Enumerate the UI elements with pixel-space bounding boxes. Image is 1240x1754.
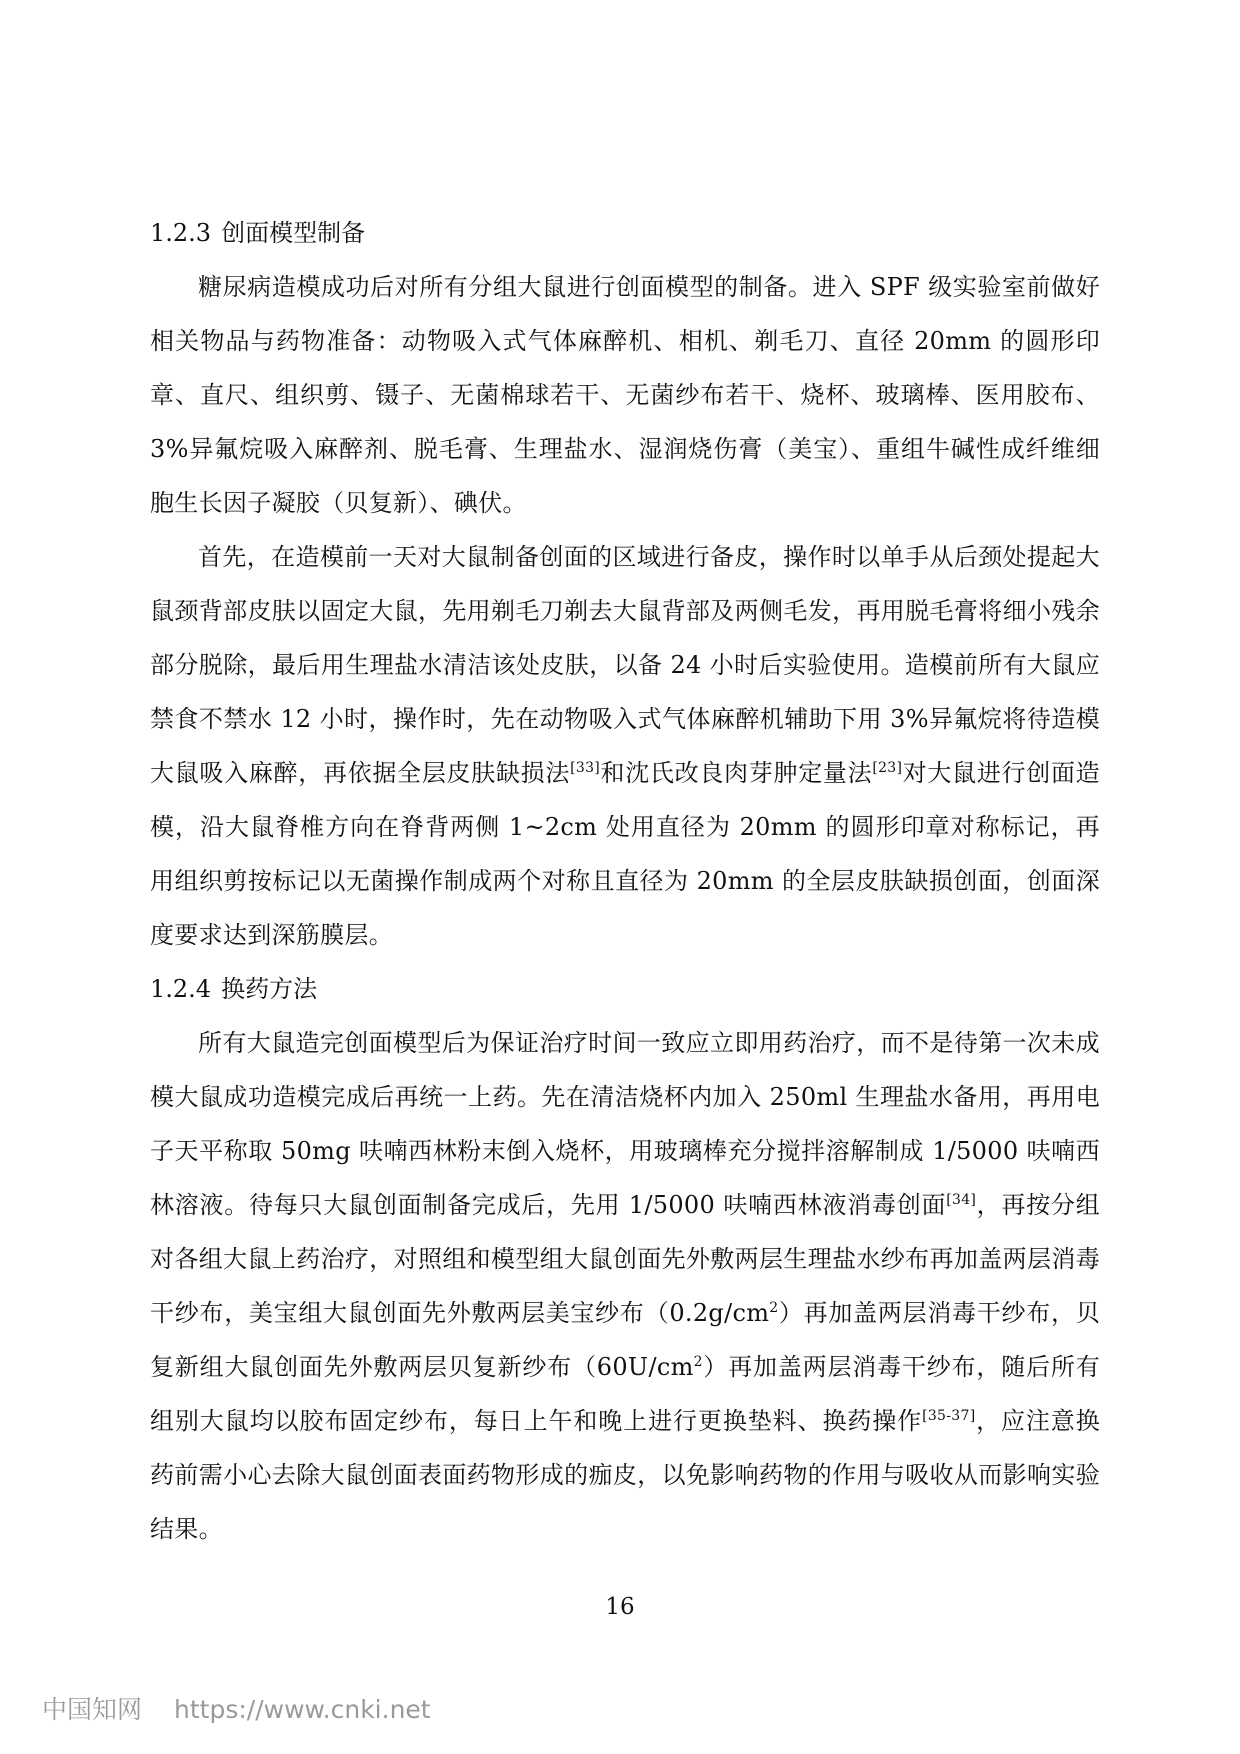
section-title: 换药方法 (221, 975, 318, 1003)
section-heading-1-2-4 (150, 962, 1100, 1016)
paragraph-text: 糖尿病造模成功后对所有分组大鼠进行创面模型的制备。进入 SPF 级实验室前做好相关物品与药物准备：动物吸入式气体麻醉机、相机、剃毛刀、直径 20mm 的圆形印章、直尺、组织剪、镊子、无菌棉球若干、无菌纱布若干、烧杯、玻璃棒、医用胶布、3%异氟烷吸入麻醉剂、脱毛膏、生理盐水、湿润烧伤膏（美宝）、重组牛碱性成纤维细胞生长因子凝胶（贝复新）、碘伏。 (150, 273, 1100, 517)
paragraph-text: 所有大鼠造完创面模型后为保证治疗时间一致应立即用药治疗，而不是待第一次未成模大鼠成功造模完成后再统一上药。先在清洁烧杯内加入 250ml 生理盐水备用，再用电子天平称取 50mg 呋喃西林粉末倒入烧杯，用玻璃棒充分搅拌溶解制成 1/5000 呋喃西林溶液。待每只大鼠创面制备完成后，先用 1/5000 呋喃西林液消毒创面 (150, 1029, 1100, 1219)
section-title: 创面模型制备 (221, 219, 366, 247)
citation-ref: [33] (570, 760, 601, 776)
paragraph-text: ）再加盖两层消毒干纱布，随后所有组别大鼠均以胶布固定纱布，每日上午和晚上进行更换垫料、换药操作 (150, 1353, 1100, 1435)
section-heading-1-2-3 (150, 206, 1100, 260)
cnki-watermark (42, 1694, 431, 1726)
paragraph-text: ，应注意换药前需小心去除大鼠创面表面药物形成的痂皮，以免影响药物的作用与吸收从而影响实验结果。 (150, 1407, 1100, 1543)
section-number: 1.2.3 (150, 219, 212, 247)
paragraph-text: 首先，在造模前一天对大鼠制备创面的区域进行备皮，操作时以单手从后颈处提起大鼠颈背部皮肤以固定大鼠，先用剃毛刀剃去大鼠背部及两侧毛发，再用脱毛膏将细小残余部分脱除，最后用生理盐水清洁该处皮肤，以备 24 小时后实验使用。造模前所有大鼠应禁食不禁水 12 小时，操作时，先在动物吸入式气体麻醉机辅助下用 3%异氟烷将待造模大鼠吸入麻醉，再依据全层皮肤缺损法 (150, 543, 1100, 787)
paragraph-text: ）再加盖两层消毒干纱布，贝复新组大鼠创面先外敷两层贝复新纱布（60U/cm (150, 1299, 1101, 1381)
page-content (150, 206, 1100, 1556)
citation-ref: [34] (946, 1192, 977, 1208)
watermark-brand: 中国知网 (42, 1695, 143, 1724)
superscript-exponent: 2 (769, 1300, 779, 1316)
section-number: 1.2.4 (150, 975, 212, 1003)
paragraph-dressing-method (150, 1016, 1100, 1556)
page-number: 16 (605, 1594, 635, 1620)
citation-ref: [23] (872, 760, 903, 776)
paragraph-materials (150, 260, 1100, 530)
paragraph-text: ，再按分组对各组大鼠上药治疗，对照组和模型组大鼠创面先外敷两层生理盐水纱布再加盖两层消毒干纱布，美宝组大鼠创面先外敷两层美宝纱布（0.2g/cm (150, 1191, 1100, 1327)
paragraph-text: 对大鼠进行创面造模，沿大鼠脊椎方向在脊背两侧 1~2cm 处用直径为 20mm 的圆形印章对称标记，再用组织剪按标记以无菌操作制成两个对称且直径为 20mm 的全层皮肤缺损创面，创面深度要求达到深筋膜层。 (150, 759, 1100, 949)
paragraph-text: 和沈氏改良肉芽肿定量法 (600, 759, 873, 787)
watermark-url: https://www.cnki.net (174, 1695, 431, 1724)
citation-ref: [35-37] (922, 1408, 976, 1424)
paragraph-model-procedure (150, 530, 1100, 962)
superscript-exponent: 2 (693, 1354, 703, 1370)
